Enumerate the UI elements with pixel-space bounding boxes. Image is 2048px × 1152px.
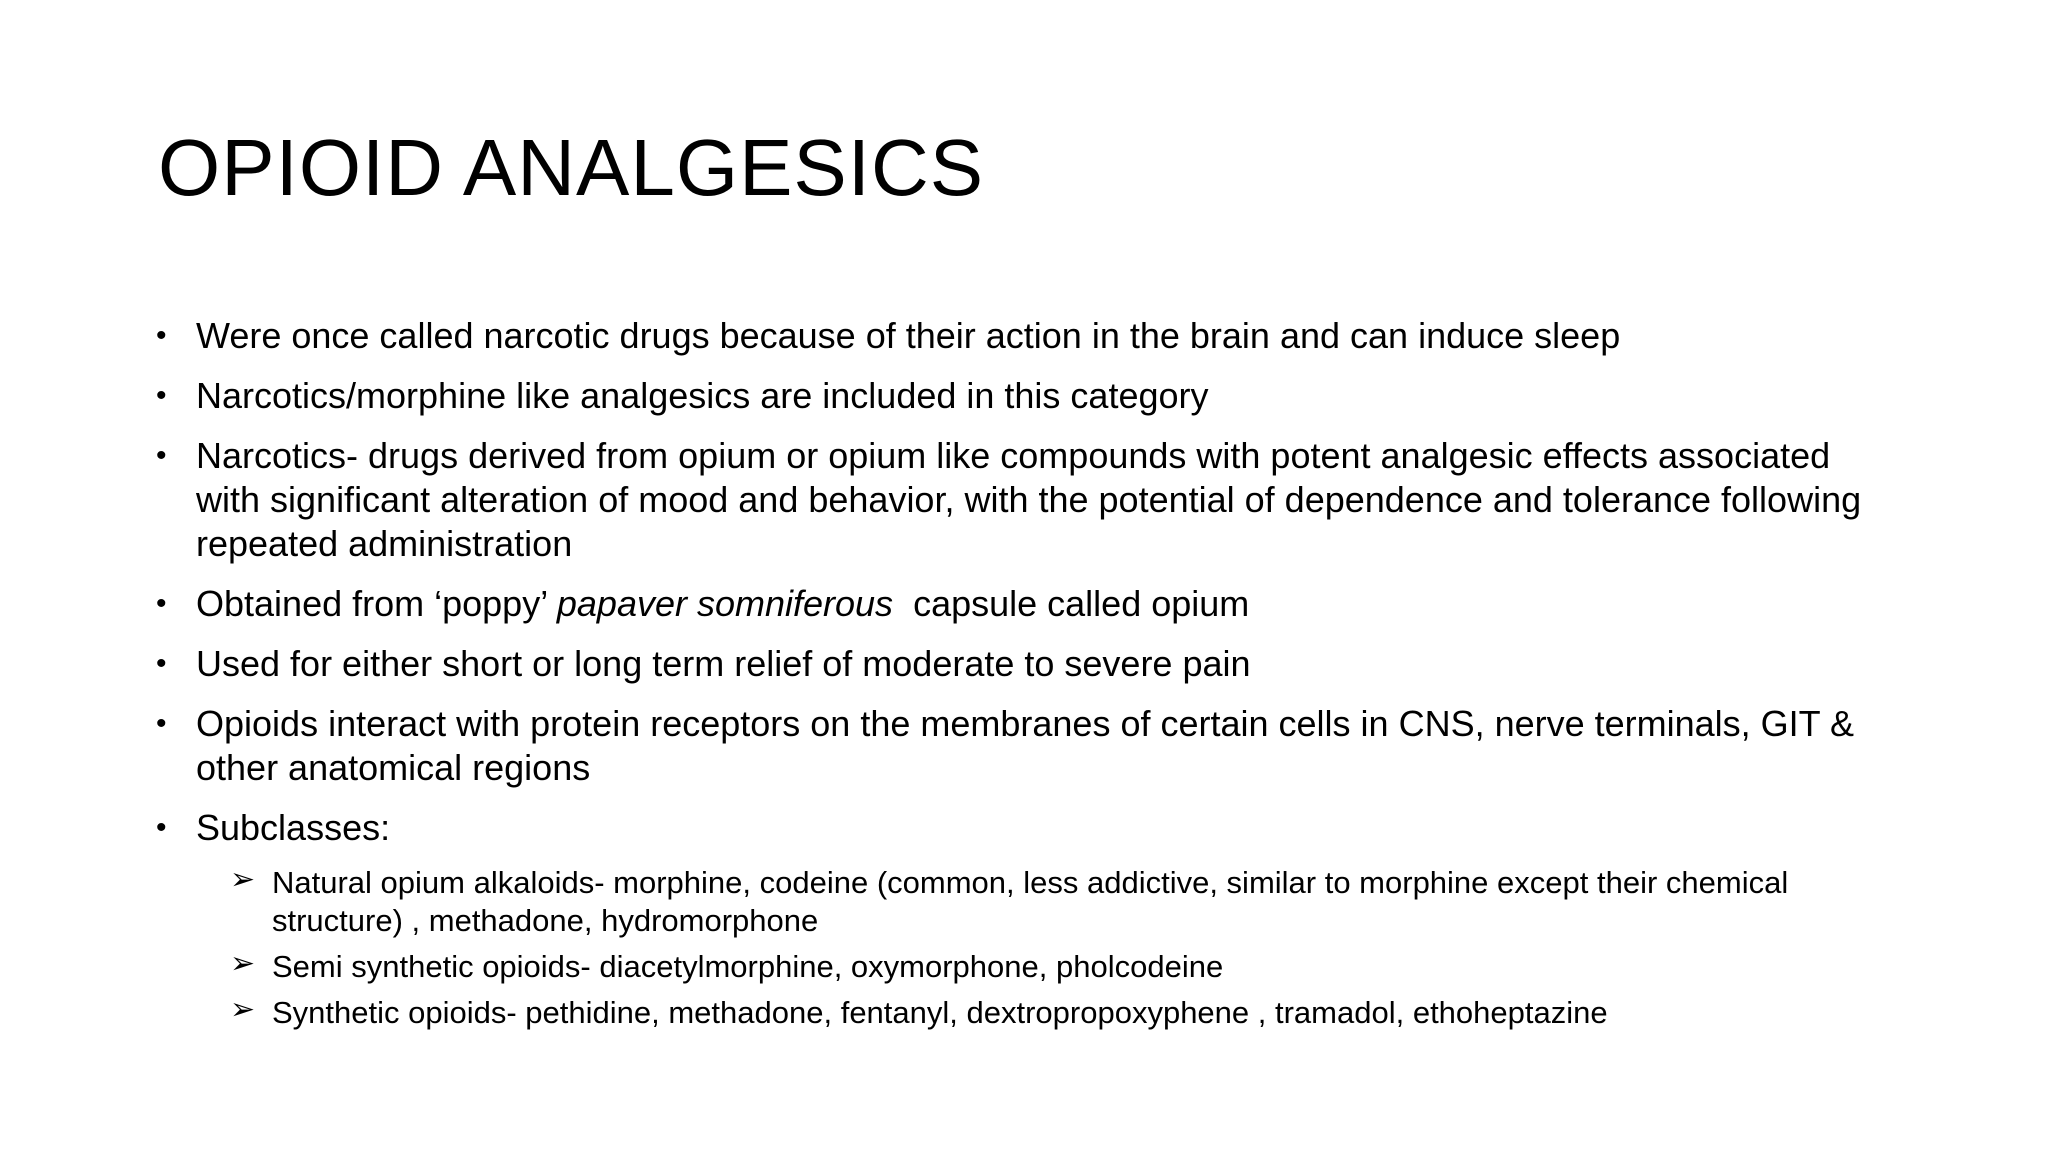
bullet-icon: • <box>156 811 167 844</box>
sub-bullet-item <box>228 994 1892 1032</box>
arrow-bullet-icon: ➢ <box>230 947 256 980</box>
slide-content <box>152 314 1892 1048</box>
sub-bullet-text: Semi synthetic opioids- diacetylmorphine, oxymorphone, pholcodeine <box>272 949 1224 984</box>
bullet-icon: • <box>156 587 167 620</box>
bullet-text: Used for either short or long term relief of moderate to severe pain <box>196 643 1251 684</box>
bullet-item <box>152 582 1892 626</box>
bullet-text: Subclasses: <box>196 807 391 848</box>
bullet-icon: • <box>156 707 167 740</box>
bullet-icon: • <box>156 439 167 472</box>
sub-bullet-text: Synthetic opioids- pethidine, methadone, fentanyl, dextropropoxyphene , tramadol, ethoheptazine <box>272 995 1608 1030</box>
bullet-item <box>152 434 1892 566</box>
bullet-item <box>152 314 1892 358</box>
bullet-text: Narcotics- drugs derived from opium or opium like compounds with potent analgesic effects associated with significant alteration of mood and behavior, with the potential of dependence and tolerance following repeated administration <box>196 435 1862 564</box>
sub-bullet-list <box>196 864 1892 1032</box>
bullet-text: Opioids interact with protein receptors on the membranes of certain cells in CNS, nerve terminals, GIT & other anatomical regions <box>196 703 1855 788</box>
arrow-bullet-icon: ➢ <box>230 863 256 896</box>
bullet-text-after: capsule called opium <box>893 583 1250 624</box>
sub-bullet-item <box>228 948 1892 986</box>
sub-bullet-item <box>228 864 1892 940</box>
bullet-item <box>152 806 1892 1032</box>
bullet-text-italic: papaver somniferous <box>556 583 894 624</box>
bullet-text-before: Obtained from ‘poppy’ <box>196 583 557 624</box>
bullet-text: Were once called narcotic drugs because of their action in the brain and can induce sleep <box>196 315 1621 356</box>
sub-bullet-text: Natural opium alkaloids- morphine, codeine (common, less addictive, similar to morphine except their chemical structure) , methadone, hydromorphone <box>272 865 1789 938</box>
bullet-list <box>152 314 1892 1032</box>
bullet-item <box>152 642 1892 686</box>
bullet-item <box>152 374 1892 418</box>
arrow-bullet-icon: ➢ <box>230 993 256 1026</box>
bullet-item <box>152 702 1892 790</box>
slide-title: OPIOID ANALGESICS <box>158 123 985 212</box>
bullet-text: Narcotics/morphine like analgesics are included in this category <box>196 375 1209 416</box>
bullet-icon: • <box>156 647 167 680</box>
bullet-icon: • <box>156 379 167 412</box>
bullet-icon: • <box>156 319 167 352</box>
